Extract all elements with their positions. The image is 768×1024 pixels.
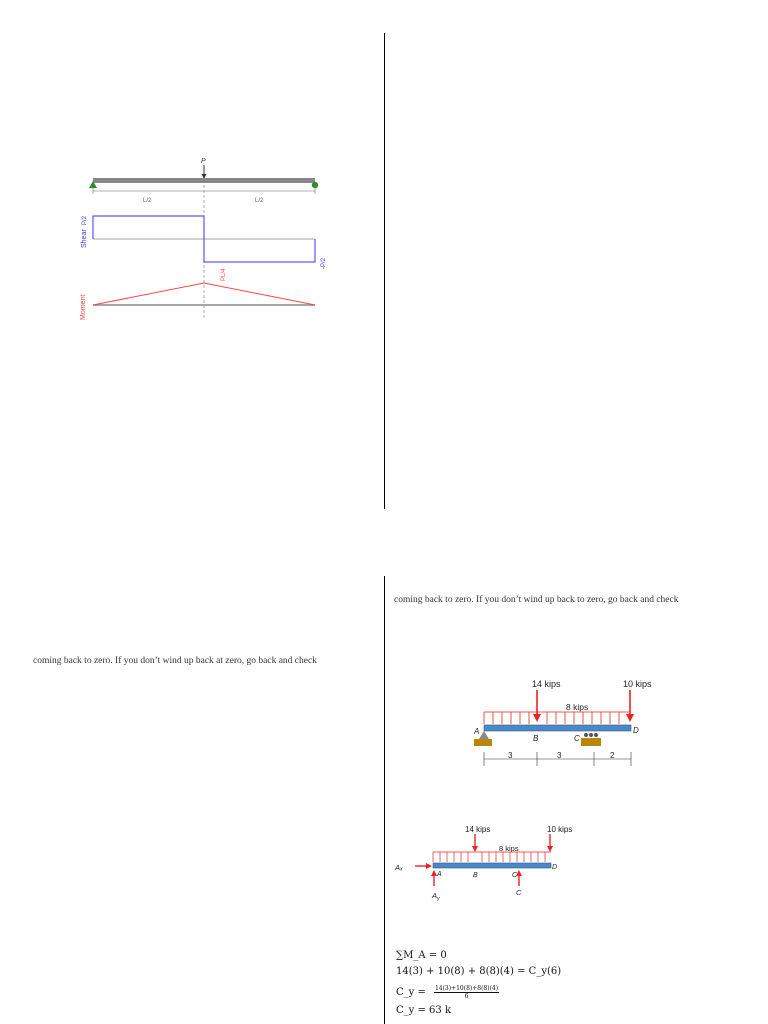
load-10-arrowhead [626, 714, 634, 722]
fbd-load-14-label: 14 kips [465, 825, 491, 834]
top-column-divider [384, 33, 385, 509]
moment-peak-label: PL/4 [221, 268, 227, 281]
shear-axis-label: Shear [81, 229, 88, 248]
free-body-diagram [393, 822, 593, 902]
loaded-beam-diagram [470, 676, 670, 771]
dim-1-label: 3 [508, 751, 513, 760]
equation-cy-fraction [396, 982, 499, 1001]
fbd-point-a-label: A [437, 871, 442, 878]
point-c-label: C [574, 734, 580, 743]
dist-load-label: 8 kips [566, 702, 589, 712]
dim-2-label: 3 [557, 751, 562, 760]
fbd-load-10-label: 10 kips [547, 825, 573, 834]
beam-abd [484, 725, 631, 731]
ay-label: $A_y$ [432, 891, 440, 902]
equation-cy-lhs: C_y = [396, 987, 426, 998]
fbd-load-14-arrowhead [472, 846, 478, 852]
dim-3-label: 2 [610, 751, 615, 760]
shear-negative-label: -P/2 [321, 257, 327, 269]
fbd-dist-load-label: 8 kips [499, 844, 519, 853]
distributed-load-arrows [484, 712, 630, 724]
beam-shear-moment-diagram [75, 155, 335, 325]
moment-axis-label: Moment [80, 294, 87, 320]
bottom-column-divider [384, 576, 385, 1024]
point-d-label: D [633, 726, 639, 735]
fbd-point-c-label: C [512, 872, 518, 879]
roller-support-c [581, 733, 601, 746]
support-a-base [474, 739, 492, 746]
pin-support-a [479, 731, 489, 739]
equation-denominator: 6 [464, 993, 469, 1000]
ax-label: Aₓ [395, 863, 403, 872]
half-span-left-label: L/2 [143, 198, 152, 204]
bottom-left-note: coming back to zero. If you don’t wind up back at zero, go back and check [33, 656, 317, 666]
fbd-load-10-arrowhead [547, 846, 553, 852]
equation-numerator: 14(3)+10(8)+8(8)(4) [434, 985, 499, 992]
point-a-label: A [474, 727, 480, 736]
ax-arrowhead [426, 863, 432, 869]
equation-moment-balance: 14(3) + 10(8) + 8(8)(4) = C_y(6) [396, 966, 562, 977]
load-p-label: P [201, 158, 206, 165]
fbd-distributed-load-arrows [433, 852, 551, 862]
equation-fraction [434, 985, 499, 1000]
shear-positive-label: P/2 [82, 215, 88, 225]
load-14-arrowhead [533, 714, 541, 722]
c-reaction-label: C [516, 888, 522, 897]
half-span-right-label: L/2 [255, 198, 264, 204]
fbd-beam [433, 863, 551, 868]
point-b-label: B [533, 734, 539, 743]
equation-sum-moments: ∑M_A = 0 [396, 950, 447, 961]
fbd-point-b-label: B [473, 872, 478, 879]
bottom-right-note: coming back to zero. If you don’t wind up back to zero, go back and check [394, 595, 679, 605]
load-14-label: 14 kips [532, 679, 561, 689]
roller-support [312, 182, 318, 188]
load-10-label: 10 kips [623, 679, 652, 689]
equation-cy-result: C_y = 63 k [396, 1005, 451, 1016]
fbd-point-d-label: D [552, 864, 558, 871]
